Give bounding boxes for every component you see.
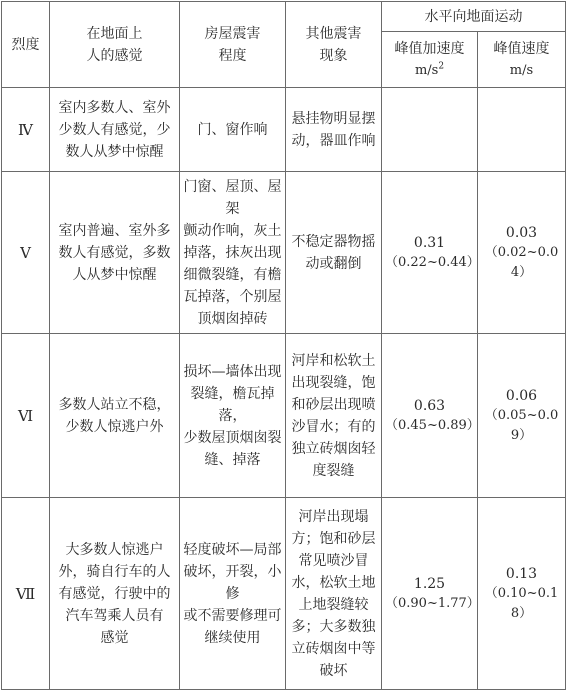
text-line: 动或翻倒 (305, 255, 362, 272)
text-line: 上地裂缝较 (298, 596, 369, 613)
vel-range: （0.05~0.09） (484, 407, 559, 443)
acc-value: 1.25 (413, 575, 446, 592)
text-line: 水，松软土地 (291, 574, 376, 591)
text-line: 门窗、屋顶、屋架 (183, 178, 282, 217)
header-human-feeling-line: 人的感觉 (86, 47, 143, 64)
header-house-damage-line: 房屋震害 (204, 25, 261, 42)
peak-vel-cell (478, 334, 566, 498)
text-line: 数人有感觉，多数 (58, 244, 171, 261)
vel-value: 0.06 (505, 387, 538, 404)
header-ground-motion: 水平向地面运动 (382, 2, 566, 32)
text-line: 室内普遍、室外多 (58, 222, 171, 239)
text-line: 数人从梦中惊醒 (65, 143, 164, 160)
acc-range: （0.22~0.44） (385, 254, 480, 270)
text-line: 少数人有感觉，少 (58, 121, 171, 138)
text-line: 继续使用 (204, 629, 261, 646)
table-row (2, 172, 566, 334)
table-row (2, 498, 566, 690)
text-line: 汽车驾乘人员有 (65, 607, 164, 624)
text-line: 损坏—墙体出现 (183, 363, 282, 380)
text-line: 细微裂缝，有檐 (183, 266, 282, 283)
text-line: 大多数人惊逃户 (65, 541, 164, 558)
text-line: 方；饱和砂层 (291, 530, 376, 547)
text-line: 裂缝，檐瓦掉落， (190, 385, 275, 424)
intensity-level: Ⅵ (2, 334, 50, 498)
text-line: 人从梦中惊醒 (72, 266, 157, 283)
intensity-level: Ⅳ (2, 88, 50, 172)
header-house-damage (180, 2, 286, 88)
acc-range: （0.45~0.89） (385, 417, 480, 433)
peak-vel-cell (478, 172, 566, 334)
header-intensity: 烈度 (2, 2, 50, 88)
peak-vel-cell (478, 88, 566, 172)
text-line: 常见喷沙冒 (298, 552, 369, 569)
other-damage-cell (286, 172, 382, 334)
text-line: 河岸出现塌 (298, 508, 369, 525)
table-row (2, 88, 566, 172)
human-feeling-cell (50, 88, 180, 172)
peak-acc-cell (382, 88, 478, 172)
header-human-feeling (50, 2, 180, 88)
text-line: 多；大多数独 (291, 618, 376, 635)
text-line: 度裂缝 (312, 462, 355, 479)
text-line: 掉落，抹灰出现 (183, 244, 282, 261)
text-line: 和砂层出现喷 (291, 396, 376, 413)
text-line: 破坏，开裂，小修 (183, 563, 282, 602)
acc-value: 0.63 (413, 397, 446, 414)
intensity-level: Ⅴ (2, 172, 50, 334)
text-line: 门、窗作响 (197, 121, 268, 138)
house-damage-cell (180, 498, 286, 690)
table-row (2, 334, 566, 498)
text-line: 多数人站立不稳， (58, 396, 171, 413)
human-feeling-cell (50, 334, 180, 498)
header-other-damage (286, 2, 382, 88)
peak-vel-cell (478, 498, 566, 690)
text-line: 立砖烟囱中等 (291, 640, 376, 657)
house-damage-cell (180, 172, 286, 334)
header-peak-vel-label: 峰值速度 (493, 40, 550, 57)
header-peak-velocity (478, 32, 566, 88)
text-line: 不稳定器物摇 (291, 233, 376, 250)
text-line: 独立砖烟囱轻 (291, 440, 376, 457)
text-line: 少数人惊逃户外 (65, 418, 164, 435)
peak-acc-cell (382, 172, 478, 334)
text-line: 顶烟囱掉砖 (197, 310, 268, 327)
peak-acc-cell (382, 334, 478, 498)
text-line: 动，器皿作响 (291, 132, 376, 149)
intensity-level: Ⅶ (2, 498, 50, 690)
header-other-damage-line: 现象 (319, 47, 348, 64)
header-peak-acc-label: 峰值加速度 (394, 40, 465, 57)
other-damage-cell (286, 88, 382, 172)
other-damage-cell (286, 334, 382, 498)
text-line: 外，骑自行车的人 (58, 563, 171, 580)
vel-value: 0.13 (505, 565, 538, 582)
peak-acc-unit-base: m/s (414, 62, 439, 78)
intensity-table-container (1, 1, 565, 693)
vel-value: 0.03 (505, 224, 538, 241)
text-line: 悬挂物明显摆 (291, 110, 376, 127)
text-line: 出现裂缝，饱 (291, 374, 376, 391)
text-line: 河岸和松软土 (291, 352, 376, 369)
house-damage-cell (180, 334, 286, 498)
vel-range: （0.02~0.04） (484, 244, 559, 280)
header-other-damage-line: 其他震害 (305, 25, 362, 42)
text-line: 缝、掉落 (204, 451, 261, 468)
header-house-damage-line: 程度 (218, 47, 247, 64)
seismic-intensity-table (1, 1, 566, 690)
other-damage-cell (286, 498, 382, 690)
human-feeling-cell (50, 498, 180, 690)
text-line: 瓦掉落，个别屋 (183, 288, 282, 305)
header-row-1 (2, 2, 566, 32)
text-line: 或不需要修理可 (183, 607, 282, 624)
text-line: 有感觉，行驶中的 (58, 585, 171, 602)
header-human-feeling-line: 在地面上 (86, 25, 143, 42)
text-line: 少数屋顶烟囱裂 (183, 429, 282, 446)
text-line: 室内多数人、室外 (58, 99, 171, 116)
acc-value: 0.31 (413, 234, 446, 251)
text-line: 颤动作响，灰土 (183, 222, 282, 239)
human-feeling-cell (50, 172, 180, 334)
text-line: 轻度破坏—局部 (183, 541, 282, 558)
header-peak-acc-unit (385, 60, 474, 82)
header-peak-acceleration (382, 32, 478, 88)
peak-acc-unit-sup: 2 (438, 61, 445, 72)
vel-range: （0.10~0.18） (484, 585, 559, 621)
text-line: 感觉 (100, 629, 129, 646)
acc-range: （0.90~1.77） (385, 595, 480, 611)
text-line: 破坏 (319, 662, 348, 679)
peak-acc-cell (382, 498, 478, 690)
header-peak-vel-unit: m/s (509, 62, 534, 78)
house-damage-cell (180, 88, 286, 172)
text-line: 沙冒水；有的 (291, 418, 376, 435)
